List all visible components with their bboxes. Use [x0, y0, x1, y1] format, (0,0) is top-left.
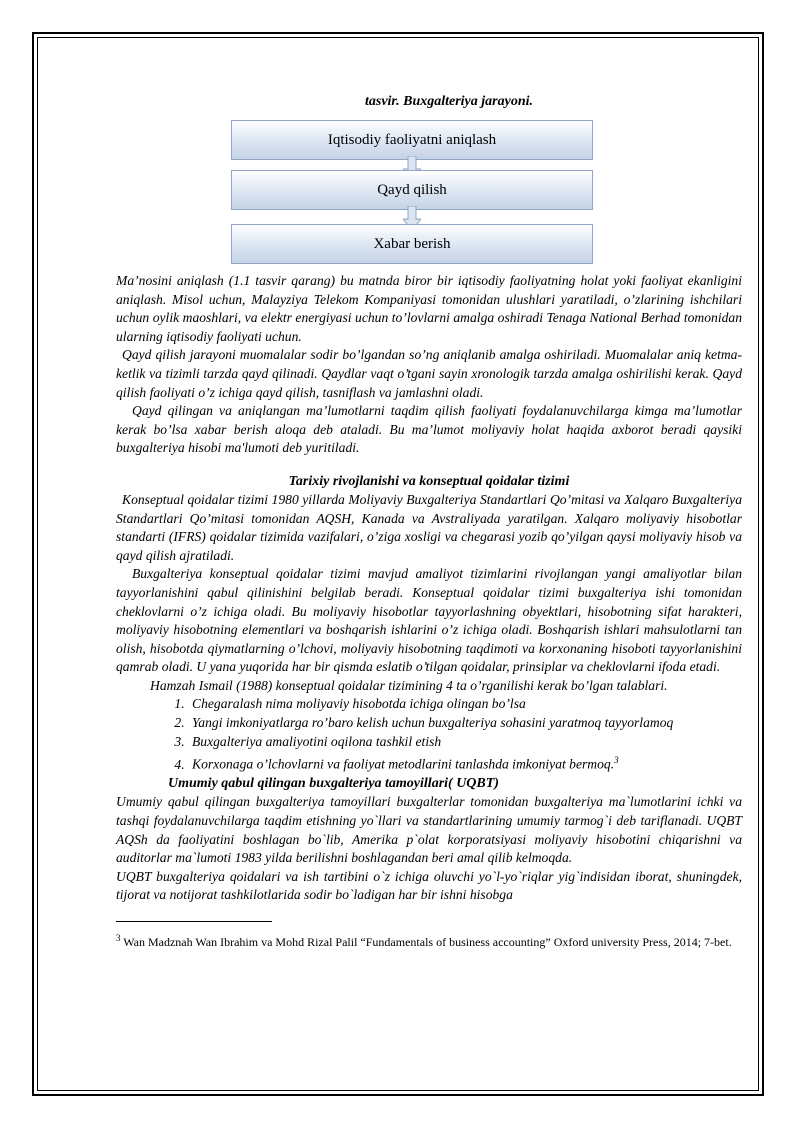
paragraph-gaap-definition: Umumiy qabul qilingan buxgalteriya tamoyillari buxgalterlar tomonidan buxgalteriya ma`lumotlarini ichki va tashqi foydalanuvchilarga taqdim etishning yo`llari va standartlarining umumiy tarmog`i deb tariflanadi. UQBT AQSh da faoliyatini boshlagan bo`lib, Amerika p`olat korporatsiyasi moliyaviy hisobotini chiqarishni va auditorlar ma`lumoti 1983 yilda berilishni boshlagandan beri amal qilib kelmoqda. — [116, 794, 742, 866]
list-item: 4. Korxonaga o’lchovlarni va faoliyat metodlarini tanlashda imkoniyat bermoq.$^3$ — [188, 751, 742, 774]
paragraph-recording: Qayd qilish jarayoni muomalalar sodir bo’lgandan so’ng aniqlanib amalga oshiriladi. Muomalalar aniq ketma-ketlik va tizimli tarzda qayd qilinadi. Qaydlar vaqt o’tgani sayin xronologik tarzda amalga oshirilishi kerak. Qayd qilish faoliyati o’z ichiga qayd qilish, tasniflash va jamlashni oladi. — [116, 347, 742, 400]
footnote-number: 3 — [116, 932, 121, 943]
diagram-step-label: Qayd qilish — [377, 181, 447, 198]
list-item: 1. Chegaralash nima moliyaviy hisobotda ichiga olingan bo’lsa — [188, 695, 742, 714]
diagram-step-label: Iqtisodiy faoliyatni aniqlash — [327, 131, 497, 148]
section-heading-history: Tarixiy rivojlanishi va konseptual qoidalar tizimi — [288, 473, 570, 489]
diagram-step-record — [231, 170, 593, 210]
figure-caption: tasvir. Buxgalteriya jarayoni. — [364, 94, 533, 109]
list-item: 2. Yangi imkoniyatlarga ro’baro kelish uchun buxgalteriya sohasini yaratmoq tayyorlamoq — [188, 714, 742, 733]
paragraph-identification: Ma’nosini aniqlash (1.1 tasvir qarang) bu matnda biror bir iqtisodiy faoliyatning holat yoki faoliyat ekanligini aniqlash. Misol uchun, Malayziya Telekom Kompaniyasi tomonidan ulushlari yaratiladi, o’zlarining ishchilari uchun oylik maoshlari, va elektr energiyasi uchun to’lovlarni amalga oshiradi Tenaga National Berhad tomonidan ularning iqtisodiy faoliyati uchun. — [116, 273, 742, 344]
document-page — [116, 94, 742, 951]
paragraph-framework-details: Buxgalteriya konseptual qoidalar tizimi mavjud amaliyot tizimlarini rivojlangan yangi amaliyotlar bilan tayyorlanishini qabul qilinishini belgilab beradi. Konseptual qoidalar tizimi buxgalteriya ishi tomonidan cheklovlarni o’z ichiga oladi. Bu moliyaviy hisobotlar tayyorlashning obyektlari, hisobotning sifat harakteri, moliyaviy hisobotning elementlari va boshqarish ishlarini o’z ichiga oladi. Boshqarish ishlari mahsulotlarni tan olish, hisobotda qiymatlarning o’lchovi, moliyaviy hisobotning taqdimoti va korxonaning hisoboti tayyorlanishini qamrab oladi. U yana yuqorida har bir qismda eslatib o’tilgan qoidalar, prinsiplar va cheklovlarni ifoda etadi. — [116, 566, 742, 675]
paragraph-communication: Qayd qilingan va aniqlangan ma’lumotlarni taqdim qilish faoliyati foydalanuvchilarga kimga ma’lumotlar kerak bo’lsa xabar berish aloqa deb ataladi. Bu ma’lumot moliyaviy holat haqida axborot beradi qaysiki buxgalteriya hisobi ma'lumoti deb yuritiladi. — [116, 403, 742, 456]
paragraph-gaap-rules: UQBT buxgalteriya qoidalari va ish tartibini o`z ichiga oluvchi yo`l-yo`riqlar yig`indisidan iborat, shuningdek, tijorat va notijorat tashkilotlarida sodir bo`ladigan har bir ishni hisobga — [116, 868, 742, 903]
paragraph-conceptual-framework: Konseptual qoidalar tizimi 1980 yillarda Moliyaviy Buxgalteriya Standartlari Qo’mitasi va Xalqaro Buxgalteriya Standartlari Qo’mitasi tomonidan AQSH, Kanada va Avstraliyada yaratilgan. Xalqaro moliyaviy hisobotlar standarti (IFRS) qoidalar tizimida vazifalari, o’ziga xosligi va chegarasi yozib qo’yilgan qaysi moliyaviy hisob va qayd qilish ajratiladi. — [116, 491, 742, 563]
section-heading-gaap: Umumiy qabul qilingan buxgalteriya tamoyillari( UQBT) — [168, 776, 499, 792]
footnote-ref: 3 — [614, 755, 619, 766]
list-item: 3. Buxgalteriya amaliyotini oqilona tashkil etish — [188, 733, 742, 752]
footnote-text: Wan Madznah Wan Ibrahim va Mohd Rizal Palil “Fundamentals of business accounting” Oxford university Press, 2014; 7-bet. — [123, 934, 732, 949]
paragraph-requirements-intro: Hamzah Ismail (1988) konseptual qoidalar tizimining 4 ta o’rganilishi kerak bo’lgan talablari. — [150, 677, 668, 693]
diagram-step-identify — [231, 120, 593, 160]
diagram-step-communicate — [231, 224, 593, 264]
footnote-separator — [116, 921, 272, 922]
process-diagram — [231, 120, 593, 264]
footnote — [116, 930, 742, 951]
diagram-step-label: Xabar berish — [373, 235, 451, 252]
requirements-list — [116, 695, 742, 774]
